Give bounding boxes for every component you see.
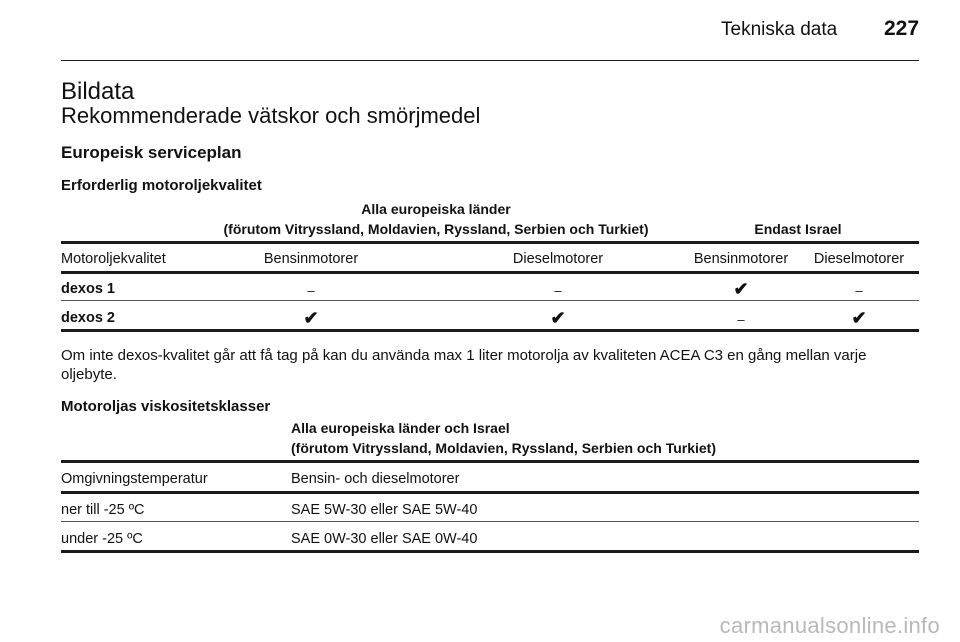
table-rule xyxy=(61,491,919,494)
column-header-quality: Motoroljekvalitet xyxy=(61,251,166,267)
check-mark-icon: ✔ xyxy=(303,308,319,328)
table-cell: – xyxy=(554,283,562,298)
table-cell: – xyxy=(307,283,315,298)
column-header-diesel-europe: Dieselmotorer xyxy=(512,251,604,267)
table-cell: – xyxy=(855,283,863,298)
running-header-title: Tekniska data xyxy=(721,19,838,40)
table-cell: – xyxy=(737,312,745,327)
group-header-israel: Endast Israel xyxy=(754,221,842,237)
table-rule xyxy=(61,521,919,522)
group-header-europe-line1: Alla europeiska länder xyxy=(361,201,511,217)
table-rule xyxy=(61,550,919,553)
group-header-europe-line2: (förutom Vitryssland, Moldavien, Ryssland, Serbien och Turkiet) xyxy=(223,221,649,237)
table-rule xyxy=(61,460,919,463)
table-rule xyxy=(61,329,919,332)
row-label-dexos1: dexos 1 xyxy=(61,281,115,297)
row-label-dexos2: dexos 2 xyxy=(61,310,115,326)
viscosity-group-header-line1: Alla europeiska länder och Israel xyxy=(291,420,510,436)
check-mark-icon: ✔ xyxy=(550,308,566,328)
temp-cell: under -25 ºC xyxy=(61,531,143,547)
check-mark-icon: ✔ xyxy=(733,279,749,299)
viscosity-heading: Motoroljas viskositetsklasser xyxy=(61,398,271,415)
column-header-petrol-israel: Bensinmotorer xyxy=(693,251,789,267)
column-header-diesel-israel: Dieselmotorer xyxy=(813,251,905,267)
viscosity-group-header-line2: (förutom Vitryssland, Moldavien, Ryssland, Serbien och Turkiet) xyxy=(291,440,717,456)
column-header-ambient-temp: Omgivningstemperatur xyxy=(61,471,208,487)
column-header-petrol-europe: Bensinmotorer xyxy=(263,251,359,267)
table-rule xyxy=(61,271,919,274)
section-subtitle: Rekommenderade vätskor och smörjmedel xyxy=(61,103,481,128)
section-title: Bildata xyxy=(61,78,135,105)
watermark: carmanualsonline.info xyxy=(719,613,940,638)
oil-quality-heading: Erforderlig motoroljekvalitet xyxy=(61,177,262,194)
column-header-engines: Bensin- och dieselmotorer xyxy=(291,471,460,487)
grade-cell: SAE 0W-30 eller SAE 0W-40 xyxy=(291,531,478,547)
plan-heading: Europeisk serviceplan xyxy=(61,143,242,162)
table-rule xyxy=(61,241,919,244)
check-mark-icon: ✔ xyxy=(851,308,867,328)
temp-cell: ner till -25 ºC xyxy=(61,502,145,518)
page-number: 227 xyxy=(884,17,920,40)
header-divider xyxy=(61,60,919,61)
dexos-note: Om inte dexos-kvalitet går att få tag på kan du använda max 1 liter motorolja av kvaliteten ACEA C3 en gång mellan varje oljebyte. xyxy=(61,347,867,383)
table-rule xyxy=(61,300,919,301)
grade-cell: SAE 5W-30 eller SAE 5W-40 xyxy=(291,502,478,518)
